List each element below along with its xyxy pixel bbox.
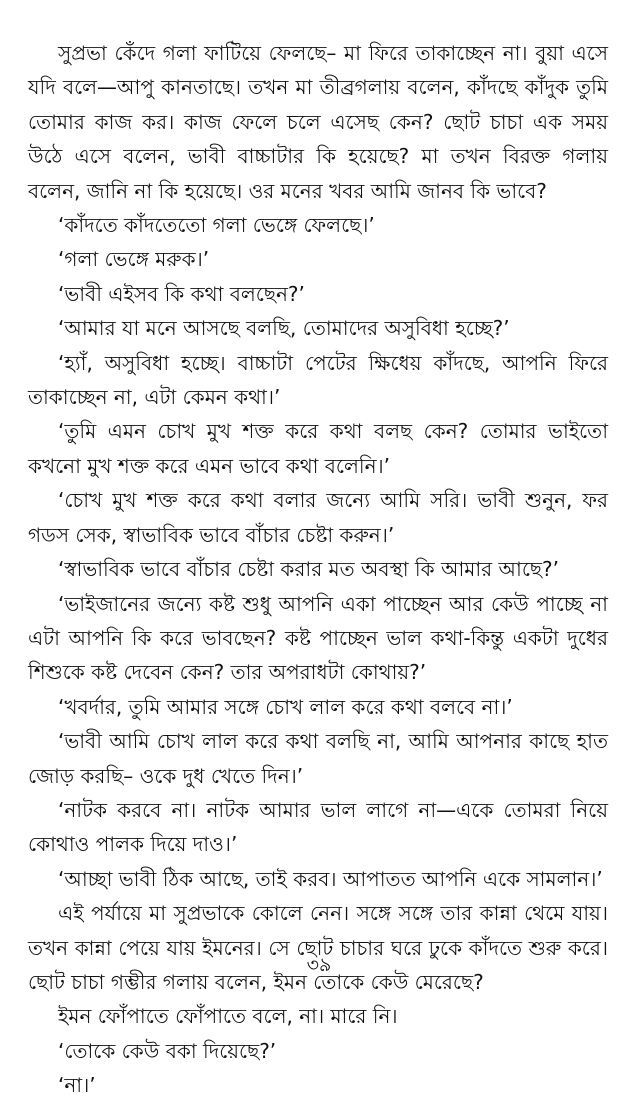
paragraph-4: ‘ভাবী এইসব কি কথা বলছেন?’ [58, 281, 305, 306]
paragraph-12: ‘ভাবী আমি চোখ লাল করে কথা বলছি না, আমি আপনার কাছে হাত জোড় করছি– ওকে দুধ খেতে দিন।’ [28, 729, 608, 788]
paragraph-13: ‘নাটক করবে না। নাটক আমার ভাল লাগে না—একে তোমরা নিয়ে কোথাও পালক দিয়ে দাও।’ [28, 797, 608, 857]
paragraph-3: ‘গলা ভেঙ্গে মরুক।’ [58, 247, 210, 272]
paragraph-8: ‘চোখ মুখ শক্ত করে কথা বলার জন্যে আমি সরি। ভাবী শুনুন, ফর গডস সেক, স্বাভাবিক ভাবে বাঁচার চেষ্টা করুন।’ [28, 488, 608, 547]
paragraph-11: ‘খবর্দার, তুমি আমার সঙ্গে চোখ লাল করে কথা বলবে না।’ [58, 694, 513, 719]
paragraph-16: ইমন ফোঁপাতে ফোঁপাতে বলে, না। মারে নি। [58, 1004, 398, 1029]
paragraph-18: ‘না।’ [58, 1073, 96, 1098]
paragraph-7: ‘তুমি এমন চোখ মুখ শক্ত করে কথা বলছ কেন? তোমার ভাইতো কখনো মুখ শক্ত করে এমন ভাবে কথা বলেনি।’ [28, 419, 608, 478]
paragraph-2: ‘কাঁদতে কাঁদতেতো গলা ভেঙ্গে ফেলছে।’ [58, 213, 375, 238]
paragraph-14: ‘আচ্ছা ভাবী ঠিক আছে, তাই করব। আপাতত আপনি একে সামলান।’ [58, 866, 603, 891]
paragraph-6: ‘হ্যাঁ, অসুবিধা হচ্ছে। বাচ্চাটা পেটের ক্ষিধেয় কাঁদছে, আপনি ফিরে তাকাচ্ছেন না, এটা কেমন কথা।’ [28, 350, 608, 410]
paragraph-5: ‘আমার যা মনে আসছে বলছি, তোমাদের অসুবিধা হচ্ছে?’ [58, 316, 510, 341]
paragraph-10: ‘ভাইজানের জন্যে কষ্ট শুধু আপনি একা পাচ্ছেন আর কেউ পাচ্ছে না এটা আপনি কি করে ভাবছেন? কষ্ট পাচ্ছেন ভাল কথা-কিন্তু একটা দুধের শিশুকে কষ্ট দেবেন কেন? তার অপরাধটা কোথায়?’ [28, 591, 608, 685]
paragraph-1: সুপ্রভা কেঁদে গলা ফাটিয়ে ফেলছে– মা ফিরে তাকাচ্ছেন না। বুয়া এসে যদি বলে—আপু কানতাছে। তখন মা তীব্রগলায় বলেন, কাঁদছে কাঁদুক তুমি তোমার কাজ কর। কাজ ফেলে চলে এসেছ কেন? ছোট চাচা এক সময় উঠে এসে বলেন, ভাবী বাচ্চাটার কি হয়েছে? মা তখন বিরক্ত গলায় বলেন, জানি না কি হয়েছে। ওর মনের খবর আমি জানব কি ভাবে? [28, 41, 608, 203]
page-body [28, 36, 608, 1103]
paragraph-17: ‘তোকে কেউ বকা দিয়েছে?’ [58, 1038, 277, 1063]
page-number: ৩৯ [306, 954, 332, 976]
paragraph-15: এই পর্যায়ে মা সুপ্রভাকে কোলে নেন। সঙ্গে সঙ্গে তার কান্না থেমে যায়। তখন কান্না পেয়ে যায় ইমনের। সে ছোট চাচার ঘরে ঢুকে কাঁদতে শুরু করে। ছোট চাচা গম্ভীর গলায় বলেন, ইমন তোকে কেউ মেরেছে? [28, 901, 608, 994]
paragraph-9: ‘স্বাভাবিক ভাবে বাঁচার চেষ্টা করার মত অবস্থা কি আমার আছে?’ [58, 557, 559, 582]
